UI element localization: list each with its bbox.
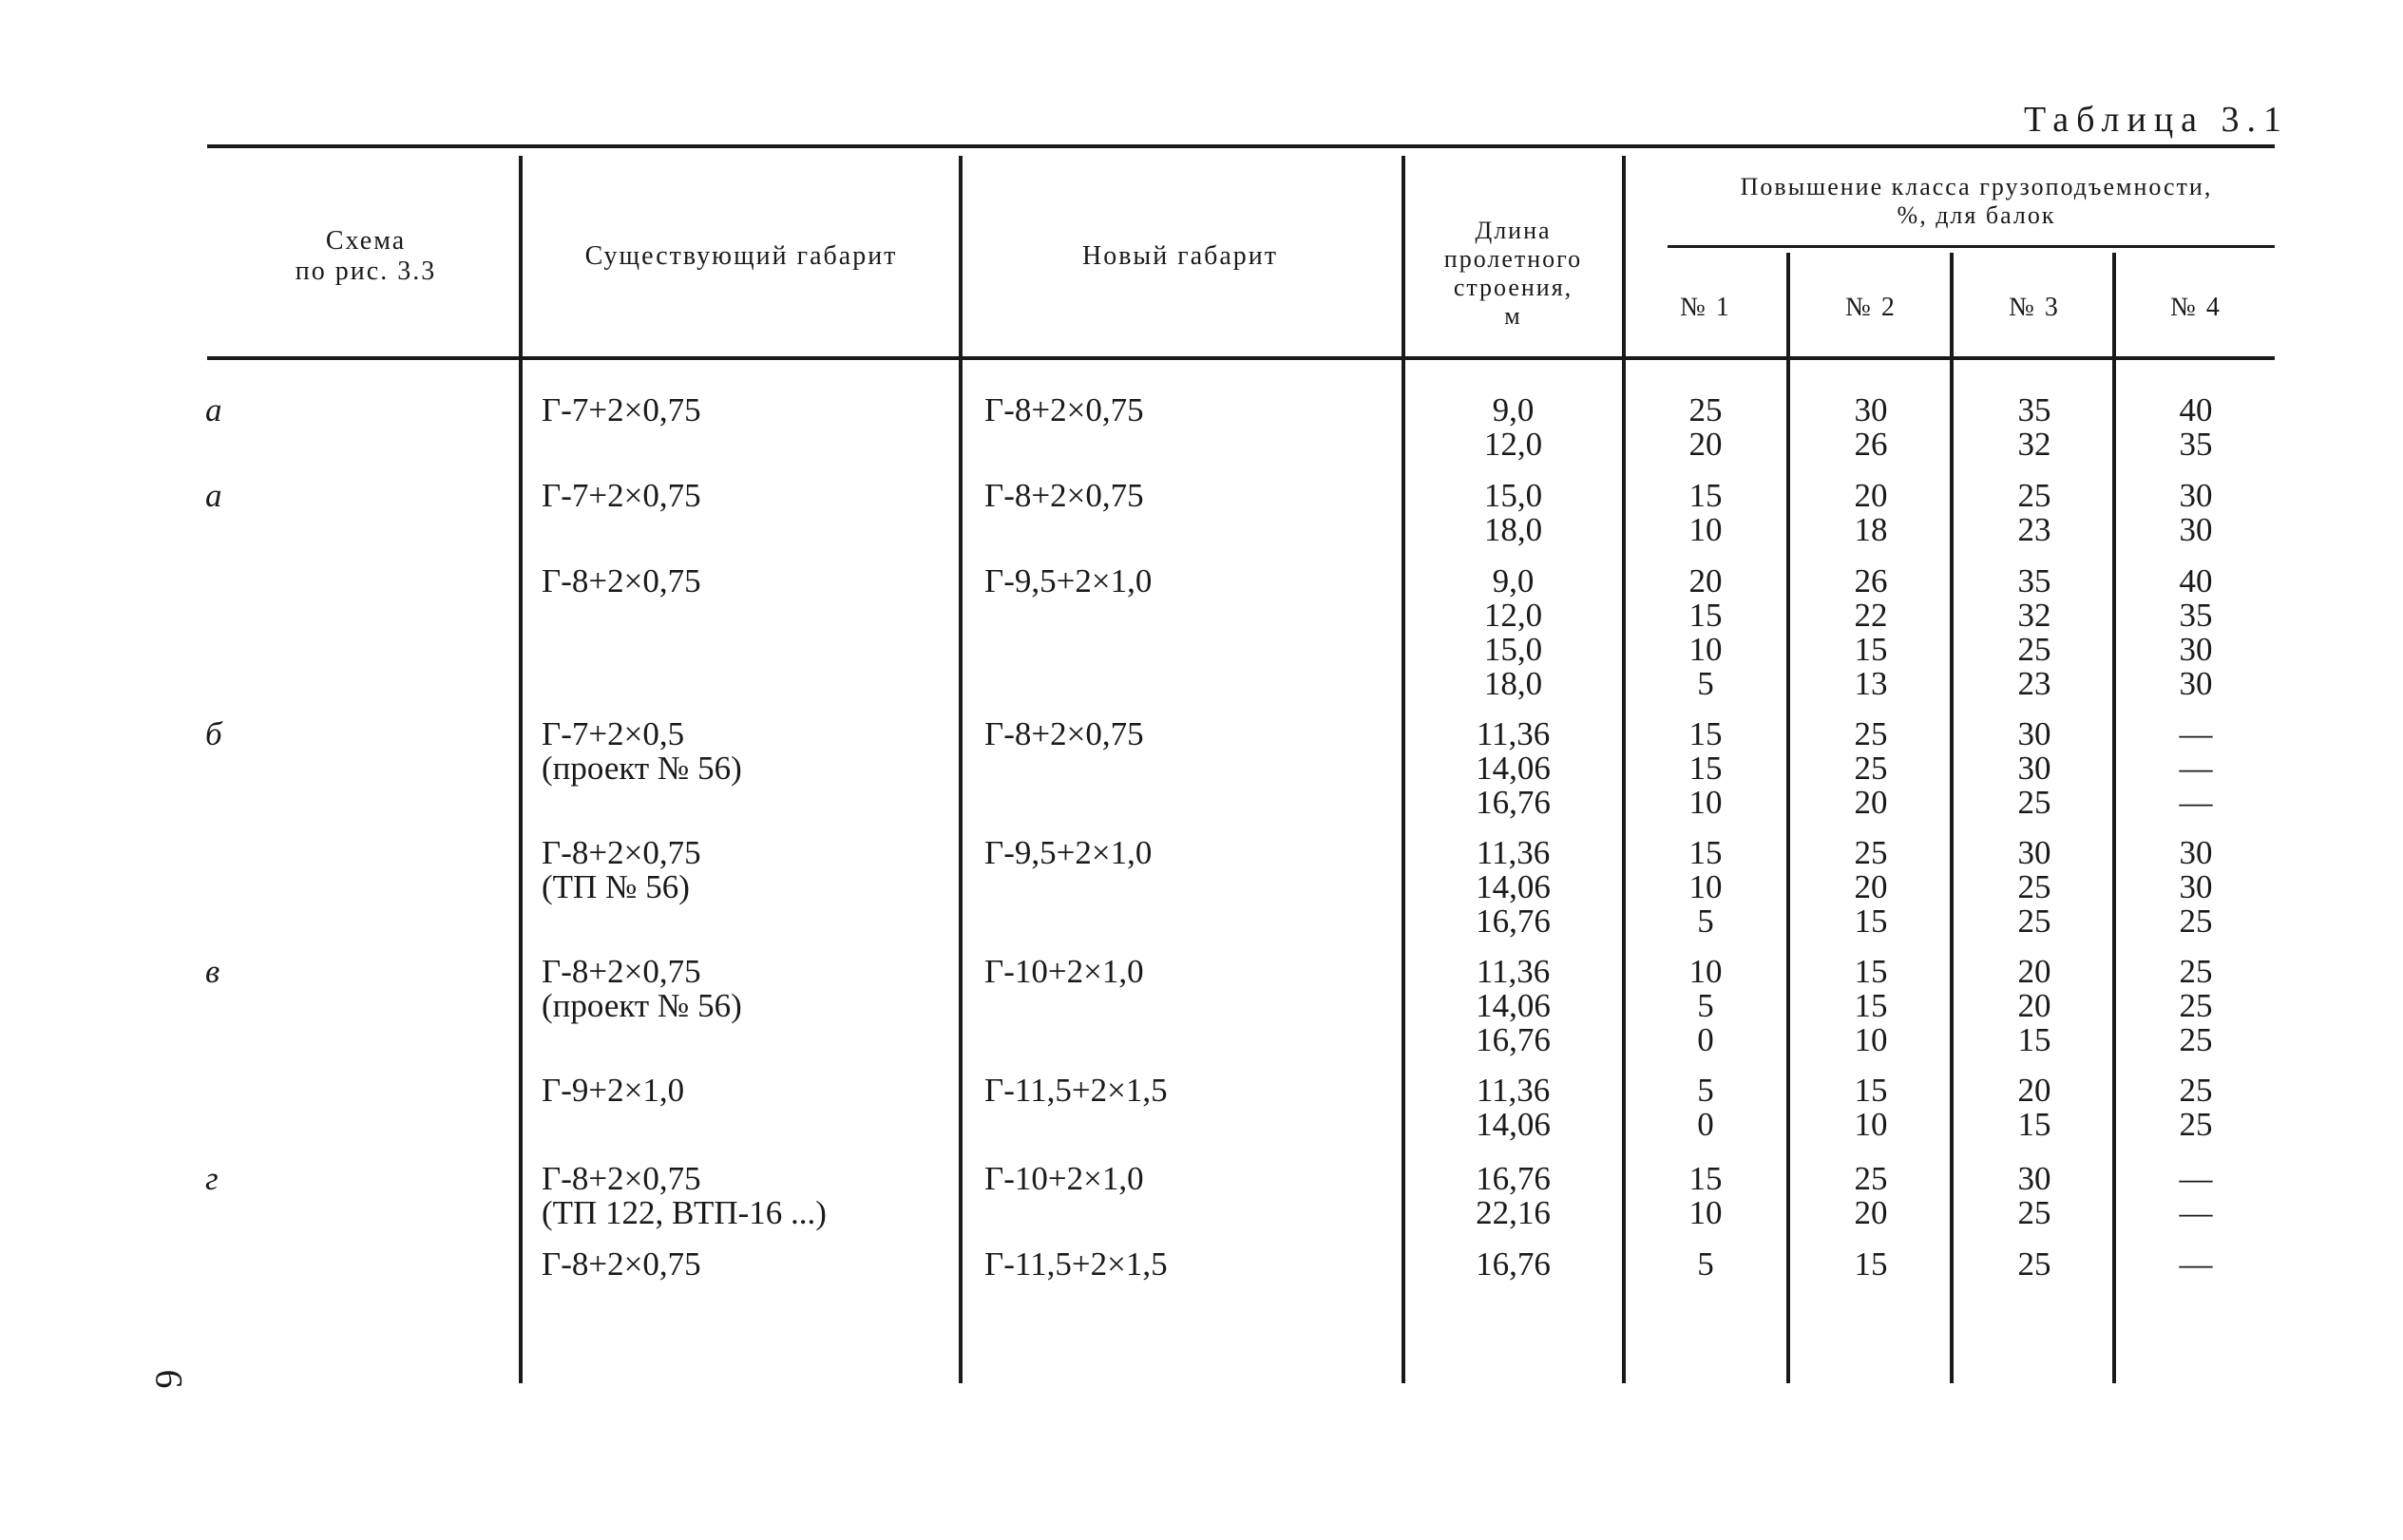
- cell-b2: 26: [1854, 426, 1888, 463]
- cell-existing: Г-7+2×0,5: [542, 715, 685, 752]
- cell-b3: 30: [2017, 715, 2051, 752]
- cell-lengths: 9,0: [1492, 562, 1535, 599]
- cell-b3: 25: [2017, 1245, 2051, 1283]
- cell-existing: Г-8+2×0,75: [542, 834, 701, 871]
- cell-b1: 5: [1697, 665, 1714, 702]
- cell-b1: 10: [1688, 784, 1723, 821]
- cell-b4: 40: [2179, 391, 2213, 428]
- cell-lengths: 11,36: [1476, 1072, 1551, 1109]
- header-beam-2: № 2: [1845, 293, 1897, 322]
- cell-new: Г-11,5+2×1,5: [984, 1245, 1168, 1283]
- cell-existing: (ТП 122, ВТП-16 ...): [542, 1194, 827, 1231]
- cell-existing: Г-7+2×0,75: [542, 391, 701, 428]
- cell-b3: 25: [2017, 903, 2051, 940]
- cell-b3: 30: [2017, 750, 2051, 787]
- cell-b3: 20: [2017, 1072, 2051, 1109]
- column-divider-2: [959, 156, 963, 1383]
- cell-b3: 25: [2017, 477, 2051, 514]
- cell-b1: 20: [1688, 562, 1723, 599]
- cell-b1: 10: [1688, 511, 1723, 548]
- cell-schema: в: [205, 953, 220, 990]
- cell-b4: 30: [2179, 477, 2213, 514]
- cell-b3: 30: [2017, 834, 2051, 871]
- cell-b2: 26: [1854, 562, 1888, 599]
- cell-new: Г-10+2×1,0: [984, 953, 1144, 990]
- cell-b4: 25: [2179, 1106, 2213, 1143]
- cell-b2: 22: [1854, 597, 1888, 634]
- cell-b3: 15: [2017, 1021, 2051, 1058]
- cell-existing: (ТП № 56): [542, 868, 690, 905]
- cell-b4: —: [2179, 784, 2213, 821]
- cell-lengths: 16,76: [1476, 1245, 1551, 1283]
- cell-existing: Г-7+2×0,75: [542, 477, 701, 514]
- cell-b4: 30: [2179, 834, 2213, 871]
- cell-b4: —: [2179, 1160, 2213, 1197]
- cell-b2: 10: [1854, 1021, 1888, 1058]
- cell-new: Г-11,5+2×1,5: [984, 1072, 1168, 1109]
- cell-b4: 30: [2179, 868, 2213, 905]
- table-top-rule: [207, 144, 2275, 148]
- cell-b2: 18: [1854, 511, 1888, 548]
- cell-b4: 30: [2179, 631, 2213, 668]
- cell-lengths: 16,76: [1476, 903, 1551, 940]
- cell-b2: 15: [1854, 987, 1888, 1024]
- cell-b3: 25: [2017, 1194, 2051, 1231]
- cell-lengths: 22,16: [1476, 1194, 1551, 1231]
- cell-b2: 25: [1854, 834, 1888, 871]
- cell-existing: (проект № 56): [542, 750, 742, 787]
- cell-schema: г: [205, 1160, 219, 1197]
- cell-b1: 15: [1688, 715, 1723, 752]
- cell-b1: 5: [1697, 1072, 1714, 1109]
- cell-b4: 35: [2179, 597, 2213, 634]
- cell-b3: 32: [2017, 426, 2051, 463]
- cell-new: Г-8+2×0,75: [984, 391, 1144, 428]
- cell-existing: Г-8+2×0,75: [542, 562, 701, 599]
- header-bottom-rule: [207, 356, 2275, 360]
- cell-b2: 20: [1854, 868, 1888, 905]
- cell-b1: 15: [1688, 750, 1723, 787]
- cell-b3: 23: [2017, 665, 2051, 702]
- cell-b2: 30: [1854, 391, 1888, 428]
- cell-lengths: 18,0: [1483, 511, 1543, 548]
- cell-lengths: 11,36: [1476, 953, 1551, 990]
- cell-b3: 35: [2017, 391, 2051, 428]
- cell-b3: 20: [2017, 953, 2051, 990]
- header-existing: Существующий габарит: [584, 241, 898, 271]
- cell-b2: 15: [1854, 1072, 1888, 1109]
- cell-new: Г-9,5+2×1,0: [984, 562, 1153, 599]
- cell-lengths: 12,0: [1483, 597, 1543, 634]
- cell-b3: 15: [2017, 1106, 2051, 1143]
- cell-b1: 5: [1697, 1245, 1714, 1283]
- cell-b4: 25: [2179, 987, 2213, 1024]
- cell-b3: 25: [2017, 868, 2051, 905]
- cell-lengths: 14,06: [1476, 1106, 1551, 1143]
- header-increase: Повышение класса грузоподъемности, %, для балок: [1740, 173, 2213, 229]
- header-beam-4: № 4: [2170, 293, 2222, 322]
- cell-b1: 10: [1688, 631, 1723, 668]
- cell-b4: —: [2179, 1245, 2213, 1283]
- cell-b1: 5: [1697, 987, 1714, 1024]
- cell-existing: Г-8+2×0,75: [542, 1245, 701, 1283]
- cell-b2: 20: [1854, 477, 1888, 514]
- cell-b1: 10: [1688, 868, 1723, 905]
- cell-b2: 15: [1854, 903, 1888, 940]
- cell-lengths: 16,76: [1476, 784, 1551, 821]
- cell-lengths: 14,06: [1476, 987, 1551, 1024]
- cell-b1: 10: [1688, 1194, 1723, 1231]
- cell-b3: 20: [2017, 987, 2051, 1024]
- page-margin-mark: 6: [147, 1369, 191, 1389]
- cell-b4: 25: [2179, 1072, 2213, 1109]
- cell-lengths: 11,36: [1476, 715, 1551, 752]
- cell-b4: 25: [2179, 1021, 2213, 1058]
- cell-b1: 25: [1688, 391, 1723, 428]
- cell-b3: 30: [2017, 1160, 2051, 1197]
- cell-b2: 13: [1854, 665, 1888, 702]
- cell-b2: 25: [1854, 750, 1888, 787]
- header-schema: Схема по рис. 3.3: [295, 226, 437, 287]
- cell-b4: 25: [2179, 953, 2213, 990]
- cell-b4: 25: [2179, 903, 2213, 940]
- column-divider-4: [1622, 156, 1626, 1383]
- cell-lengths: 14,06: [1476, 868, 1551, 905]
- cell-b3: 25: [2017, 784, 2051, 821]
- cell-existing: Г-8+2×0,75: [542, 953, 701, 990]
- cell-b1: 15: [1688, 597, 1723, 634]
- cell-new: Г-8+2×0,75: [984, 477, 1144, 514]
- cell-b2: 20: [1854, 784, 1888, 821]
- header-new: Новый габарит: [1081, 241, 1279, 271]
- cell-b1: 10: [1688, 953, 1723, 990]
- cell-b4: —: [2179, 750, 2213, 787]
- header-sub-rule: [1668, 245, 2275, 248]
- cell-b3: 25: [2017, 631, 2051, 668]
- cell-b2: 25: [1854, 1160, 1888, 1197]
- cell-existing: Г-9+2×1,0: [542, 1072, 685, 1109]
- cell-existing: (проект № 56): [542, 987, 742, 1024]
- column-divider-6: [1950, 253, 1954, 1383]
- cell-new: Г-10+2×1,0: [984, 1160, 1144, 1197]
- cell-b3: 35: [2017, 562, 2051, 599]
- cell-b2: 15: [1854, 953, 1888, 990]
- cell-lengths: 11,36: [1476, 834, 1551, 871]
- cell-b1: 15: [1688, 477, 1723, 514]
- cell-new: Г-9,5+2×1,0: [984, 834, 1153, 871]
- cell-b3: 23: [2017, 511, 2051, 548]
- cell-b1: 0: [1697, 1106, 1714, 1143]
- cell-b3: 32: [2017, 597, 2051, 634]
- cell-b1: 15: [1688, 834, 1723, 871]
- cell-lengths: 15,0: [1483, 477, 1543, 514]
- column-divider-5: [1786, 253, 1790, 1383]
- cell-lengths: 12,0: [1483, 426, 1543, 463]
- cell-schema: а: [205, 477, 222, 514]
- cell-b2: 10: [1854, 1106, 1888, 1143]
- header-length: Длина пролетного строения, м: [1443, 217, 1583, 330]
- cell-b4: 30: [2179, 511, 2213, 548]
- cell-b1: 0: [1697, 1021, 1714, 1058]
- header-beam-1: № 1: [1680, 293, 1731, 322]
- header-beam-3: № 3: [2009, 293, 2060, 322]
- cell-schema: б: [205, 715, 222, 752]
- cell-b1: 15: [1688, 1160, 1723, 1197]
- cell-b4: 35: [2179, 426, 2213, 463]
- cell-lengths: 15,0: [1483, 631, 1543, 668]
- cell-lengths: 16,76: [1476, 1021, 1551, 1058]
- cell-b1: 5: [1697, 903, 1714, 940]
- cell-lengths: 18,0: [1483, 665, 1543, 702]
- cell-b2: 15: [1854, 631, 1888, 668]
- cell-new: Г-8+2×0,75: [984, 715, 1144, 752]
- cell-b4: 40: [2179, 562, 2213, 599]
- cell-existing: Г-8+2×0,75: [542, 1160, 701, 1197]
- cell-b1: 20: [1688, 426, 1723, 463]
- column-divider-3: [1402, 156, 1405, 1383]
- cell-b2: 20: [1854, 1194, 1888, 1231]
- column-divider-1: [519, 156, 523, 1383]
- cell-lengths: 9,0: [1492, 391, 1535, 428]
- cell-schema: а: [205, 391, 222, 428]
- cell-b2: 25: [1854, 715, 1888, 752]
- cell-b4: —: [2179, 1194, 2213, 1231]
- table-caption: Таблица 3.1: [2024, 100, 2290, 140]
- cell-lengths: 14,06: [1476, 750, 1551, 787]
- cell-b4: 30: [2179, 665, 2213, 702]
- cell-b2: 15: [1854, 1245, 1888, 1283]
- cell-lengths: 16,76: [1476, 1160, 1551, 1197]
- cell-b4: —: [2179, 715, 2213, 752]
